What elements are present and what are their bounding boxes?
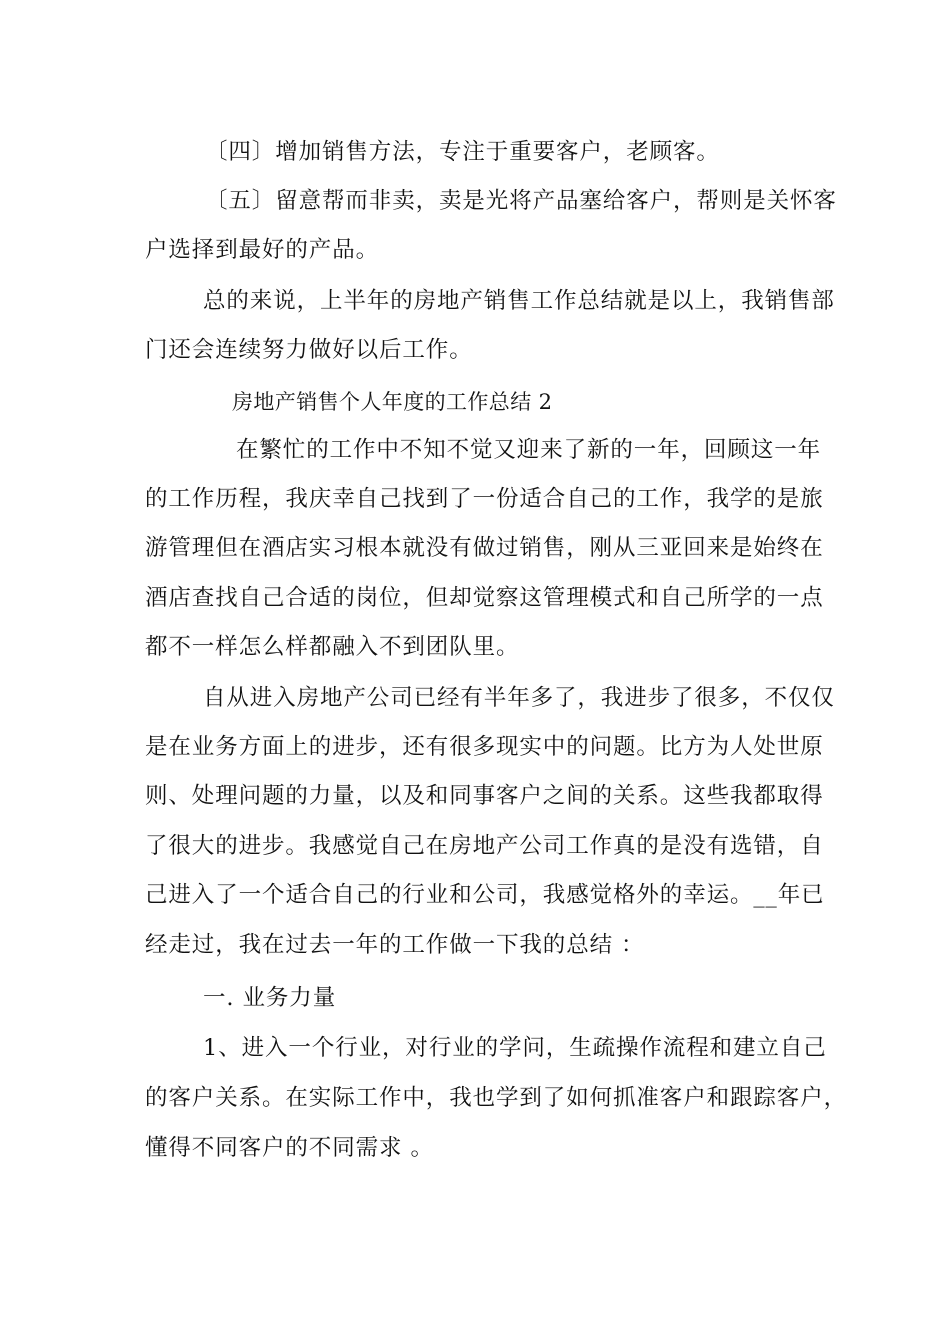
paragraph-line: 都不一样怎么样都融入不到团队里。 <box>145 634 520 660</box>
paragraph-line: 是在业务方面上的进步，还有很多现实中的问题。比方为人处世原 <box>145 734 824 760</box>
paragraph-line: 己进入了一个适合自己的行业和公司，我感觉格外的幸运。__年已 <box>145 882 825 908</box>
paragraph-line: 了很大的进步。我感觉自己在房地产公司工作真的是没有选错，自 <box>145 833 824 859</box>
paragraph-line: 酒店查找自己合适的岗位，但却觉察这管理模式和自己所学的一点 <box>145 585 824 611</box>
paragraph-line: 户选择到最好的产品。 <box>145 237 380 263</box>
paragraph-line: 〔五〕留意帮而非卖，卖是光将产品塞给客户，帮则是关怀客 <box>205 188 837 214</box>
paragraph-line: 在繁忙的工作中不知不觉又迎来了新的一年，回顾这一年 <box>236 437 822 463</box>
paragraph-line: 总的来说，上半年的房地产销售工作总结就是以上，我销售部 <box>203 288 835 314</box>
paragraph-line: 懂得不同客户的不同需求 。 <box>145 1135 434 1161</box>
paragraph-line: 自从进入房地产公司已经有半年多了，我进步了很多，不仅仅 <box>203 685 835 711</box>
paragraph-line: 的工作历程，我庆幸自己找到了一份适合自己的工作，我学的是旅 <box>145 486 824 512</box>
paragraph-line: 的客户关系。在实际工作中，我也学到了如何抓准客户和跟踪客户， <box>145 1085 848 1111</box>
section-title: 房地产销售个人年度的工作总结 2 <box>232 390 553 414</box>
subsection-heading: 一. 业务力量 <box>203 985 337 1011</box>
paragraph-line: 则、处理问题的力量，以及和同事客户之间的关系。这些我都取得 <box>145 783 824 809</box>
paragraph-line: 经走过，我在过去一年的工作做一下我的总结 ： <box>145 932 645 958</box>
paragraph-line: 〔四〕增加销售方法，专注于重要客户，老顾客。 <box>205 139 720 165</box>
paragraph-line: 门还会连续努力做好以后工作。 <box>145 337 473 363</box>
paragraph-line: 1、进入一个行业，对行业的学问，生疏操作流程和建立自己 <box>203 1035 827 1061</box>
paragraph-line: 游管理但在酒店实习根本就没有做过销售，刚从三亚回来是始终在 <box>145 535 824 561</box>
